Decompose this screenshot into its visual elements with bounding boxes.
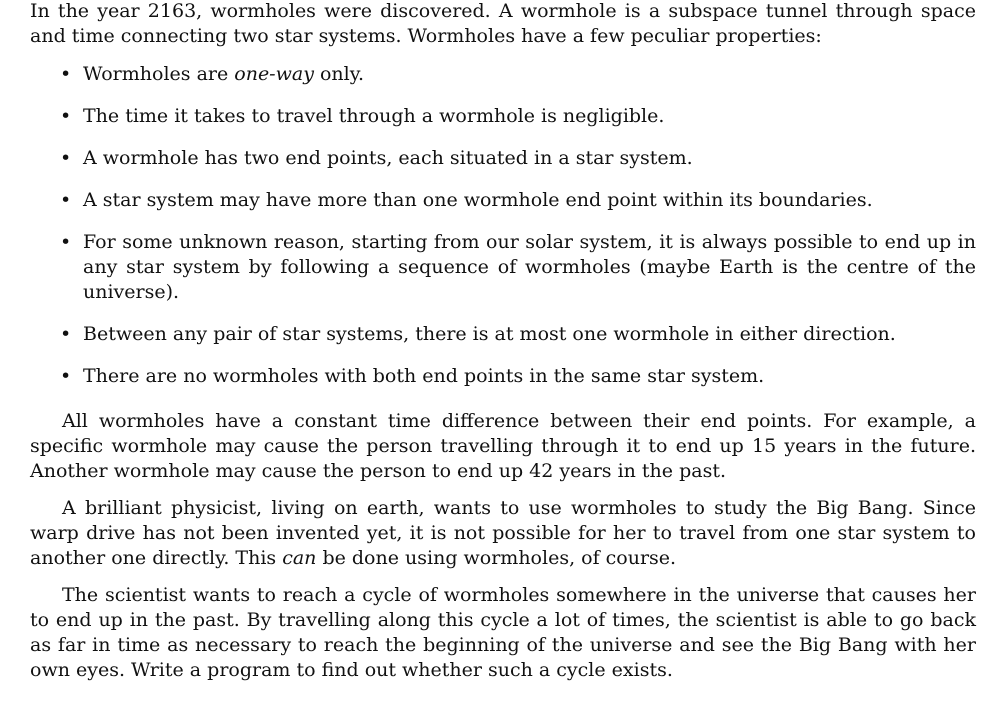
- intro-paragraph: In the year 2163, wormholes were discovered. A wormhole is a subspace tunnel through space and time connecting two star systems. Wormholes have a few peculiar properties:: [30, 0, 976, 47]
- list-item-text: Between any pair of star systems, there is at most one wormhole in either direction.: [83, 323, 896, 345]
- list-item-text-before: Wormholes are: [83, 63, 235, 85]
- list-item: [30, 322, 976, 347]
- bullet-icon: •: [60, 147, 72, 169]
- bullet-icon: •: [60, 189, 72, 211]
- list-item-text: A star system may have more than one wormhole end point within its boundaries.: [83, 189, 873, 211]
- list-item-emphasis: one-way: [234, 63, 314, 85]
- physicist-paragraph: [30, 496, 976, 571]
- list-item: [30, 104, 976, 129]
- list-item: [30, 188, 976, 213]
- list-item-text-after: only.: [313, 63, 364, 85]
- list-item-text: The time it takes to travel through a wormhole is negligible.: [83, 105, 665, 127]
- list-item-text: There are no wormholes with both end points in the same star system.: [83, 365, 765, 387]
- time-difference-paragraph: All wormholes have a constant time difference between their end points. For example, a specific wormhole may cause the person travelling through it to end up 15 years in the future. Another wormhole may cause the person to end up 42 years in the past.: [30, 410, 976, 482]
- physicist-emphasis: can: [282, 547, 317, 569]
- bullet-icon: •: [60, 63, 72, 85]
- task-paragraph: The scientist wants to reach a cycle of wormholes somewhere in the universe that causes her to end up in the past. By travelling along this cycle a lot of times, the scientist is able to go back as far in time as necessary to reach the beginning of the universe and see the Big Bang with her own eyes. Write a program to find out whether such a cycle exists.: [30, 584, 976, 681]
- physicist-text-after: be done using wormholes, of course.: [316, 547, 677, 569]
- bullet-icon: •: [60, 105, 72, 127]
- list-item-text: A wormhole has two end points, each situated in a star system.: [83, 147, 693, 169]
- list-item: [30, 230, 976, 305]
- list-item: [30, 146, 976, 171]
- list-item: [30, 62, 976, 87]
- list-item: [30, 364, 976, 389]
- properties-list: [30, 62, 976, 389]
- physicist-text-before: A brilliant physicist, living on earth, wants to use wormholes to study the Big Bang. Since warp drive has not been invented yet, it is not possible for her to travel from one star system to another one directly. This: [30, 497, 976, 569]
- bullet-icon: •: [60, 323, 72, 345]
- bullet-icon: •: [60, 231, 72, 253]
- list-item-text: For some unknown reason, starting from our solar system, it is always possible to end up in any star system by following a sequence of wormholes (maybe Earth is the centre of the universe).: [83, 231, 976, 303]
- problem-statement: [30, 0, 976, 695]
- bullet-icon: •: [60, 365, 72, 387]
